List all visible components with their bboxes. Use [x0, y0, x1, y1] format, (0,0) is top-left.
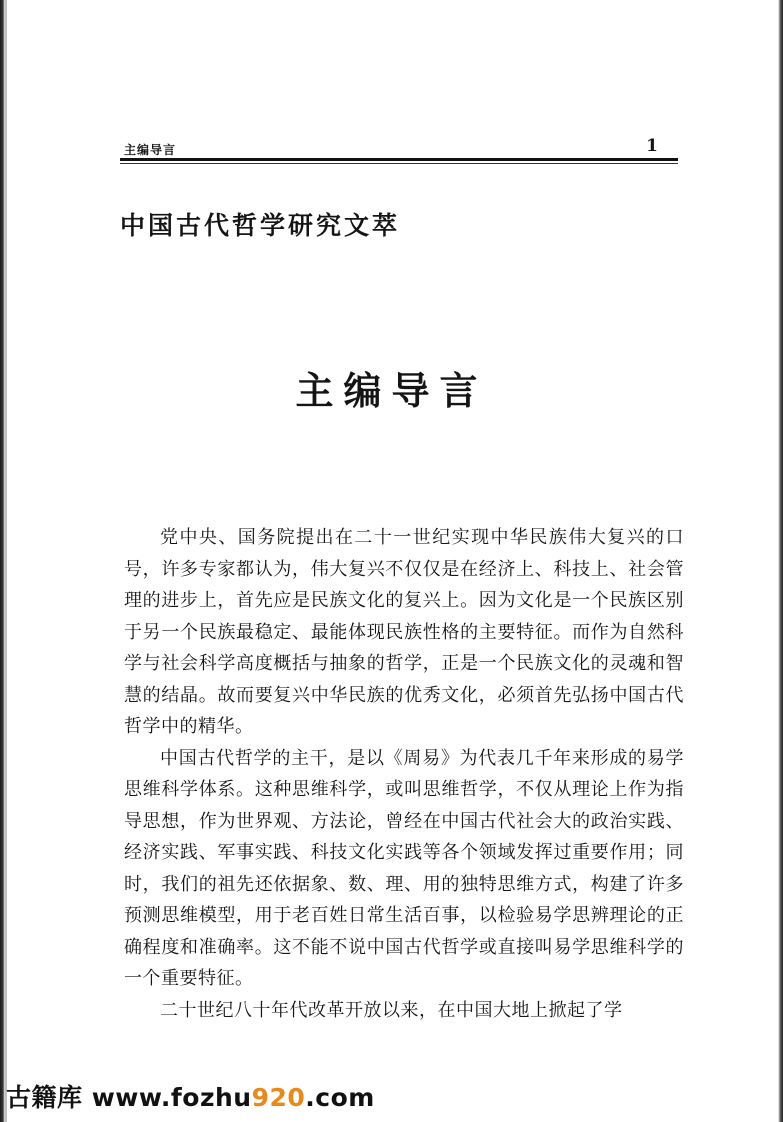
paragraph: 中国古代哲学的主干，是以《周易》为代表几千年来形成的易学思维科学体系。这种思维科学，或叫思维哲学，不仅从理论上作为指导思想，作为世界观、方法论，曾经在中国古代社会大的政治实践、经济实践、军事实践、科技文化实践等各个领域发挥过重要作用；同时，我们的祖先还依据象、数、理、用的独特思维方式，构建了许多预测思维模型，用于老百姓日常生活百事，以检验易学思辨理论的正确程度和准确率。这不能不说中国古代哲学或直接叫易学思维科学的一个重要特征。 [124, 747, 684, 989]
header-rule-thin [120, 163, 678, 164]
header-rule [120, 158, 678, 161]
running-head-title: 主编导言 [124, 143, 177, 157]
series-title: 中国古代哲学研究文萃 [120, 211, 401, 240]
paragraph: 二十世纪八十年代改革开放以来，在中国大地上掀起了学 [160, 999, 623, 1021]
watermark-brand: 古籍库 www.fozhu [6, 1083, 252, 1112]
watermark-digits: 920 [251, 1083, 306, 1112]
watermark[interactable] [6, 1078, 375, 1114]
paragraph: 党中央、国务院提出在二十一世纪实现中华民族伟大复兴的口号，许多专家都认为，伟大复兴不仅仅是在经济上、科技上、社会管理的进步上，首先应是民族文化的复兴上。因为文化是一个民族区别于另一个民族最稳定、最能体现民族性格的主要特征。而作为自然科学与社会科学高度概括与抽象的哲学，正是一个民族文化的灵魂和智慧的结晶。故而要复兴中华民族的优秀文化，必须首先弘扬中国古代哲学中的精华。 [124, 527, 684, 737]
running-head [120, 138, 678, 160]
body-text [124, 522, 684, 1026]
chapter-title: 主编导言 [295, 368, 488, 413]
watermark-suffix: .com [305, 1083, 375, 1112]
scan-edge-shadow [5, 0, 7, 1122]
page-number: 1 [646, 136, 658, 156]
scan-edge-right [778, 0, 783, 1122]
